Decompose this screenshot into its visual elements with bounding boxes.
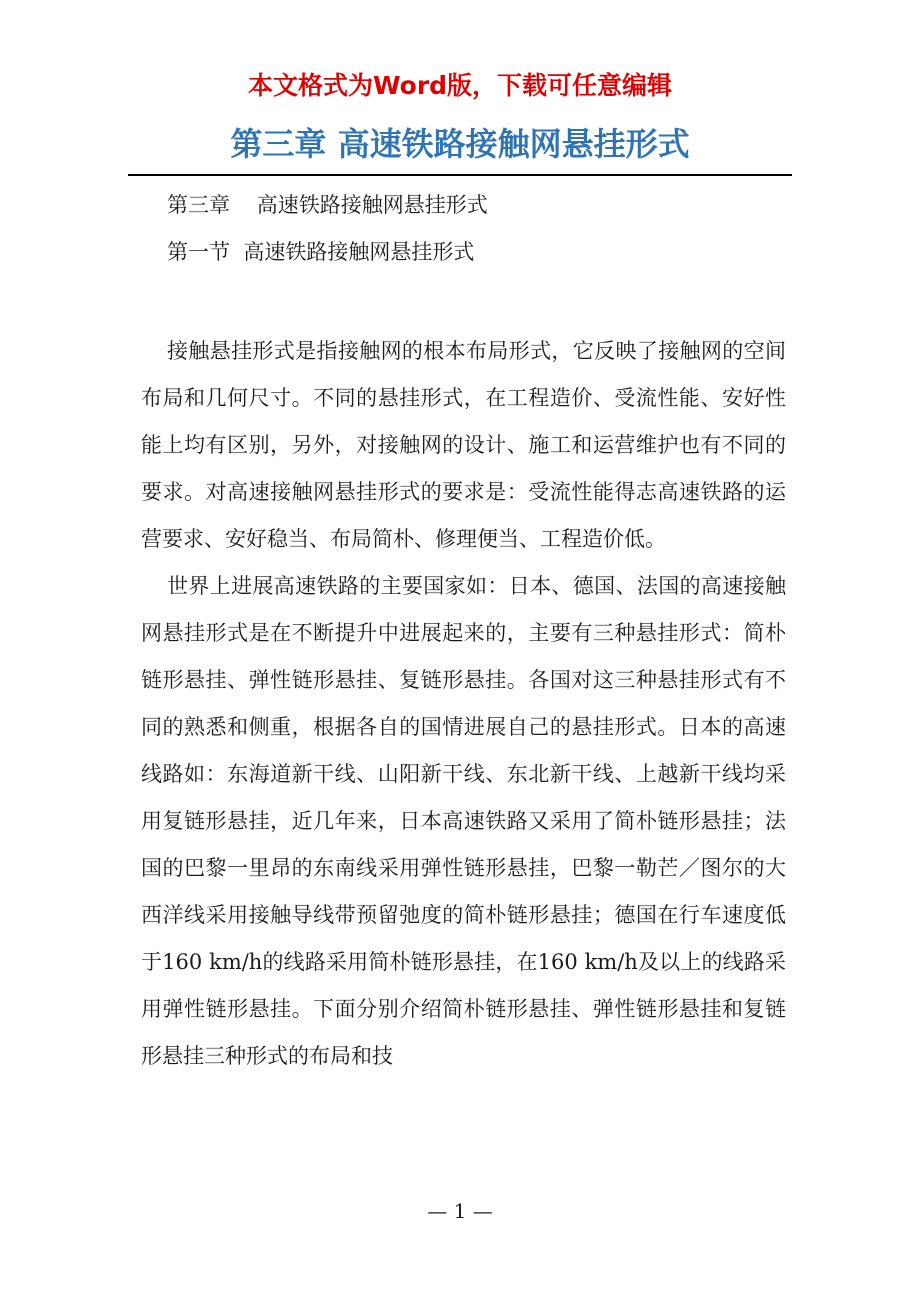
- paragraph-2: 世界上进展高速铁路的主要国家如：日本、德国、法国的高速接触网悬挂形式是在不断提升中进展起来的，主要有三种悬挂形式：简朴链形悬挂、弹性链形悬挂、复链形悬挂。各国对这三种悬挂形式有不同的熟悉和侧重，根据各自的国情进展自己的悬挂形式。日本的高速线路如：东海道新干线、山阳新干线、东北新干线、上越新干线均采用复链形悬挂，近几年来，日本高速铁路又采用了简朴链形悬挂；法国的巴黎一里昂的东南线采用弹性链形悬挂，巴黎一勒芒／图尔的大西洋线采用接触导线带预留弛度的简朴链形悬挂；德国在行车速度低于160 km/h的线路采用简朴链形悬挂，在160 km/h及以上的线路采用弹性链形悬挂。下面分别介绍简朴链形悬挂、弹性链形悬挂和复链形悬挂三种形式的布局和技: [141, 574, 786, 1068]
- section-heading: 第一节 高速铁路接触网悬挂形式: [167, 240, 475, 264]
- page-number: — 1 —: [427, 1199, 493, 1223]
- title-divider: [128, 174, 792, 176]
- chapter-heading: 第三章 高速铁路接触网悬挂形式: [167, 193, 488, 217]
- document-title: 第三章 高速铁路接触网悬挂形式: [230, 125, 690, 163]
- document-body: [141, 328, 786, 1080]
- paragraph-1: 接触悬挂形式是指接触网的根本布局形式，它反映了接触网的空间布局和几何尺寸。不同的悬挂形式，在工程造价、受流性能、安好性能上均有区别，另外，对接触网的设计、施工和运营维护也有不同的要求。对高速接触网悬挂形式的要求是：受流性能得志高速铁路的运营要求、安好稳当、布局简朴、修理便当、工程造价低。: [141, 339, 786, 551]
- download-banner: 本文格式为Word版，下载可任意编辑: [247, 71, 673, 100]
